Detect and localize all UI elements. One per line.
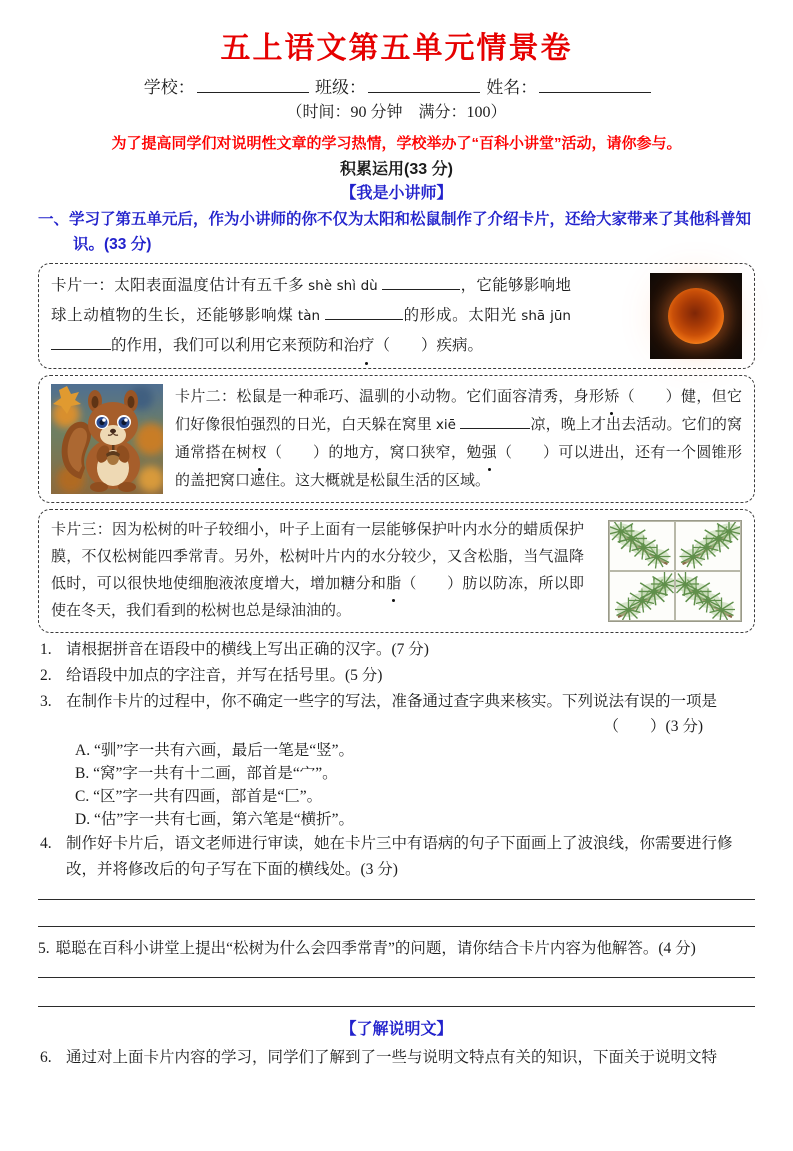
answer-line-4 xyxy=(38,1006,755,1007)
activity-notice: 为了提高同学们对说明性文章的学习热情，学校举办了“百科小讲堂”活动，请你参与。 xyxy=(111,135,682,153)
banner-lecturer: 【我是小讲师】 xyxy=(340,185,453,203)
name-blank xyxy=(539,76,651,93)
card-one-text: 卡片一：太阳表面温度估计有五千多 shè shì dù ，它能够影响地球上动植物的生长，还能够影响煤 tàn 的形成。太阳光 shā jūn的作用，我们可以利用它来预防和治疗（ ）疾病。 xyxy=(51,271,571,361)
option-a: A. “驯”字一共有六画，最后一笔是“竖”。 xyxy=(75,742,354,760)
question-list xyxy=(38,637,755,1071)
card-two-text: 卡片二：松鼠是一种乖巧、温驯的小动物。它们面容清秀，身形矫（ ）健，但它们好像很怕强烈的日光，白天躲在窝里 xiē 凉，晚上才出去活动。它们的窝通常搭在树杈（ ）的地方，窝口狭窄，勉强（ ）可以进出，还有一个圆锥形的盖把窝口遮住。这大概就是松鼠生活的区域。 xyxy=(175,383,742,495)
question-5-number: 5. xyxy=(38,940,50,958)
pinyin-text: tàn xyxy=(297,308,325,325)
card-two xyxy=(38,375,755,503)
card-three xyxy=(38,509,755,633)
fill-in-blank xyxy=(382,275,460,290)
question-2-text: 给语段中加点的字注音，并写在括号里。(5 分) xyxy=(66,667,383,685)
pinyin-text: shè shì dù xyxy=(308,278,383,295)
question-6 xyxy=(38,1045,755,1071)
big-question-one-intro: 一、学习了第五单元后，作为小讲师的你不仅为太阳和松鼠制作了介绍卡片，还给大家带来了其他科普知识。(33 分) xyxy=(38,211,752,254)
question-3-text: 在制作卡片的过程中，你不确定一些字的写法，准备通过查字典来核实。下列说法有误的一项是 xyxy=(66,693,718,711)
pine-branch-image-2 xyxy=(675,521,741,571)
question-2-number: 2. xyxy=(40,667,52,685)
option-d: D. “估”字一共有七画，第六笔是“横折”。 xyxy=(75,811,354,829)
name-label: 姓名： xyxy=(486,78,538,98)
pine-branch-images xyxy=(608,520,742,622)
class-blank xyxy=(368,76,480,93)
fill-in-blank xyxy=(325,305,403,320)
question-3 xyxy=(38,689,755,715)
squirrel-image xyxy=(51,384,163,494)
emphasized-character: 疗 xyxy=(359,331,375,361)
card-one xyxy=(38,263,755,369)
pine-branch-image-3 xyxy=(609,571,675,621)
question-5 xyxy=(38,936,755,962)
question-6-text: 通过对上面卡片内容的学习，同学们了解到了一些与说明文特点有关的知识，下面关于说明文特 xyxy=(66,1049,718,1067)
question-4-number: 4. xyxy=(40,835,52,853)
option-c: C. “区”字一共有四画，部首是“匚”。 xyxy=(75,788,323,806)
pinyin-text: shā jūn xyxy=(521,308,571,325)
school-label: 学校： xyxy=(143,78,195,98)
question-3-answer-brackets: （ ）(3 分) xyxy=(603,718,703,736)
section-accumulate-title: 积累运用(33 分) xyxy=(340,161,453,179)
question-6-number: 6. xyxy=(40,1049,52,1067)
question-5-text: 聪聪在百科小讲堂上提出“松树为什么会四季常青”的问题，请你结合卡片内容为他解答。(4 分) xyxy=(55,940,696,958)
sun-image xyxy=(650,273,742,359)
banner-expository: 【了解说明文】 xyxy=(340,1021,453,1039)
emphasized-character: 杈 xyxy=(252,439,267,467)
question-1-text: 请根据拼音在语段中的横线上写出正确的汉字。(7 分) xyxy=(66,641,429,659)
class-label: 班级： xyxy=(315,78,366,98)
answer-line-1 xyxy=(38,899,755,900)
question-2 xyxy=(38,663,755,689)
pinyin-text: xiē xyxy=(435,417,461,434)
school-blank xyxy=(197,76,309,93)
question-4 xyxy=(38,831,755,883)
pine-branch-image-1 xyxy=(609,521,675,571)
fill-in-blank xyxy=(460,415,530,430)
card-three-text: 卡片三：因为松树的叶子较细小，叶子上面有一层能够保护叶内水分的蜡质保护膜，不仅松树能四季常青。另外，松树叶片内的水分较少，又含松脂，当气温降低时，可以很快地使细胞液浓度增大，增加糖分和脂（ ）肪以防冻，所以即使在冬天，我们看到的松树也总是绿油油的。 xyxy=(51,522,584,620)
emphasized-character: 强 xyxy=(482,439,497,467)
answer-line-3 xyxy=(38,977,755,978)
question-1-number: 1. xyxy=(40,641,52,659)
page-title: 五上语文第五单元情景卷 xyxy=(220,32,573,65)
answer-line-2 xyxy=(38,926,755,927)
question-4-text: 制作好卡片后，语文老师进行审读，她在卡片三中有语病的句子下面画上了波浪线，你需要进行修改，并将修改后的句子写在下面的横线处。(3 分) xyxy=(66,835,733,879)
time-score-line: （时间：90 分钟 满分：100） xyxy=(286,104,507,122)
pine-branch-image-4 xyxy=(675,571,741,621)
exam-page xyxy=(0,30,793,1071)
emphasized-character: 矫 xyxy=(604,383,619,411)
fill-in-blank xyxy=(51,335,111,350)
emphasized-character: 脂 xyxy=(386,571,401,598)
option-b: B. “窝”字一共有十二画，部首是“宀”。 xyxy=(75,765,338,783)
student-info-line xyxy=(38,76,755,100)
question-3-number: 3. xyxy=(40,693,52,711)
question-1 xyxy=(38,637,755,663)
sun-sphere xyxy=(668,288,724,344)
